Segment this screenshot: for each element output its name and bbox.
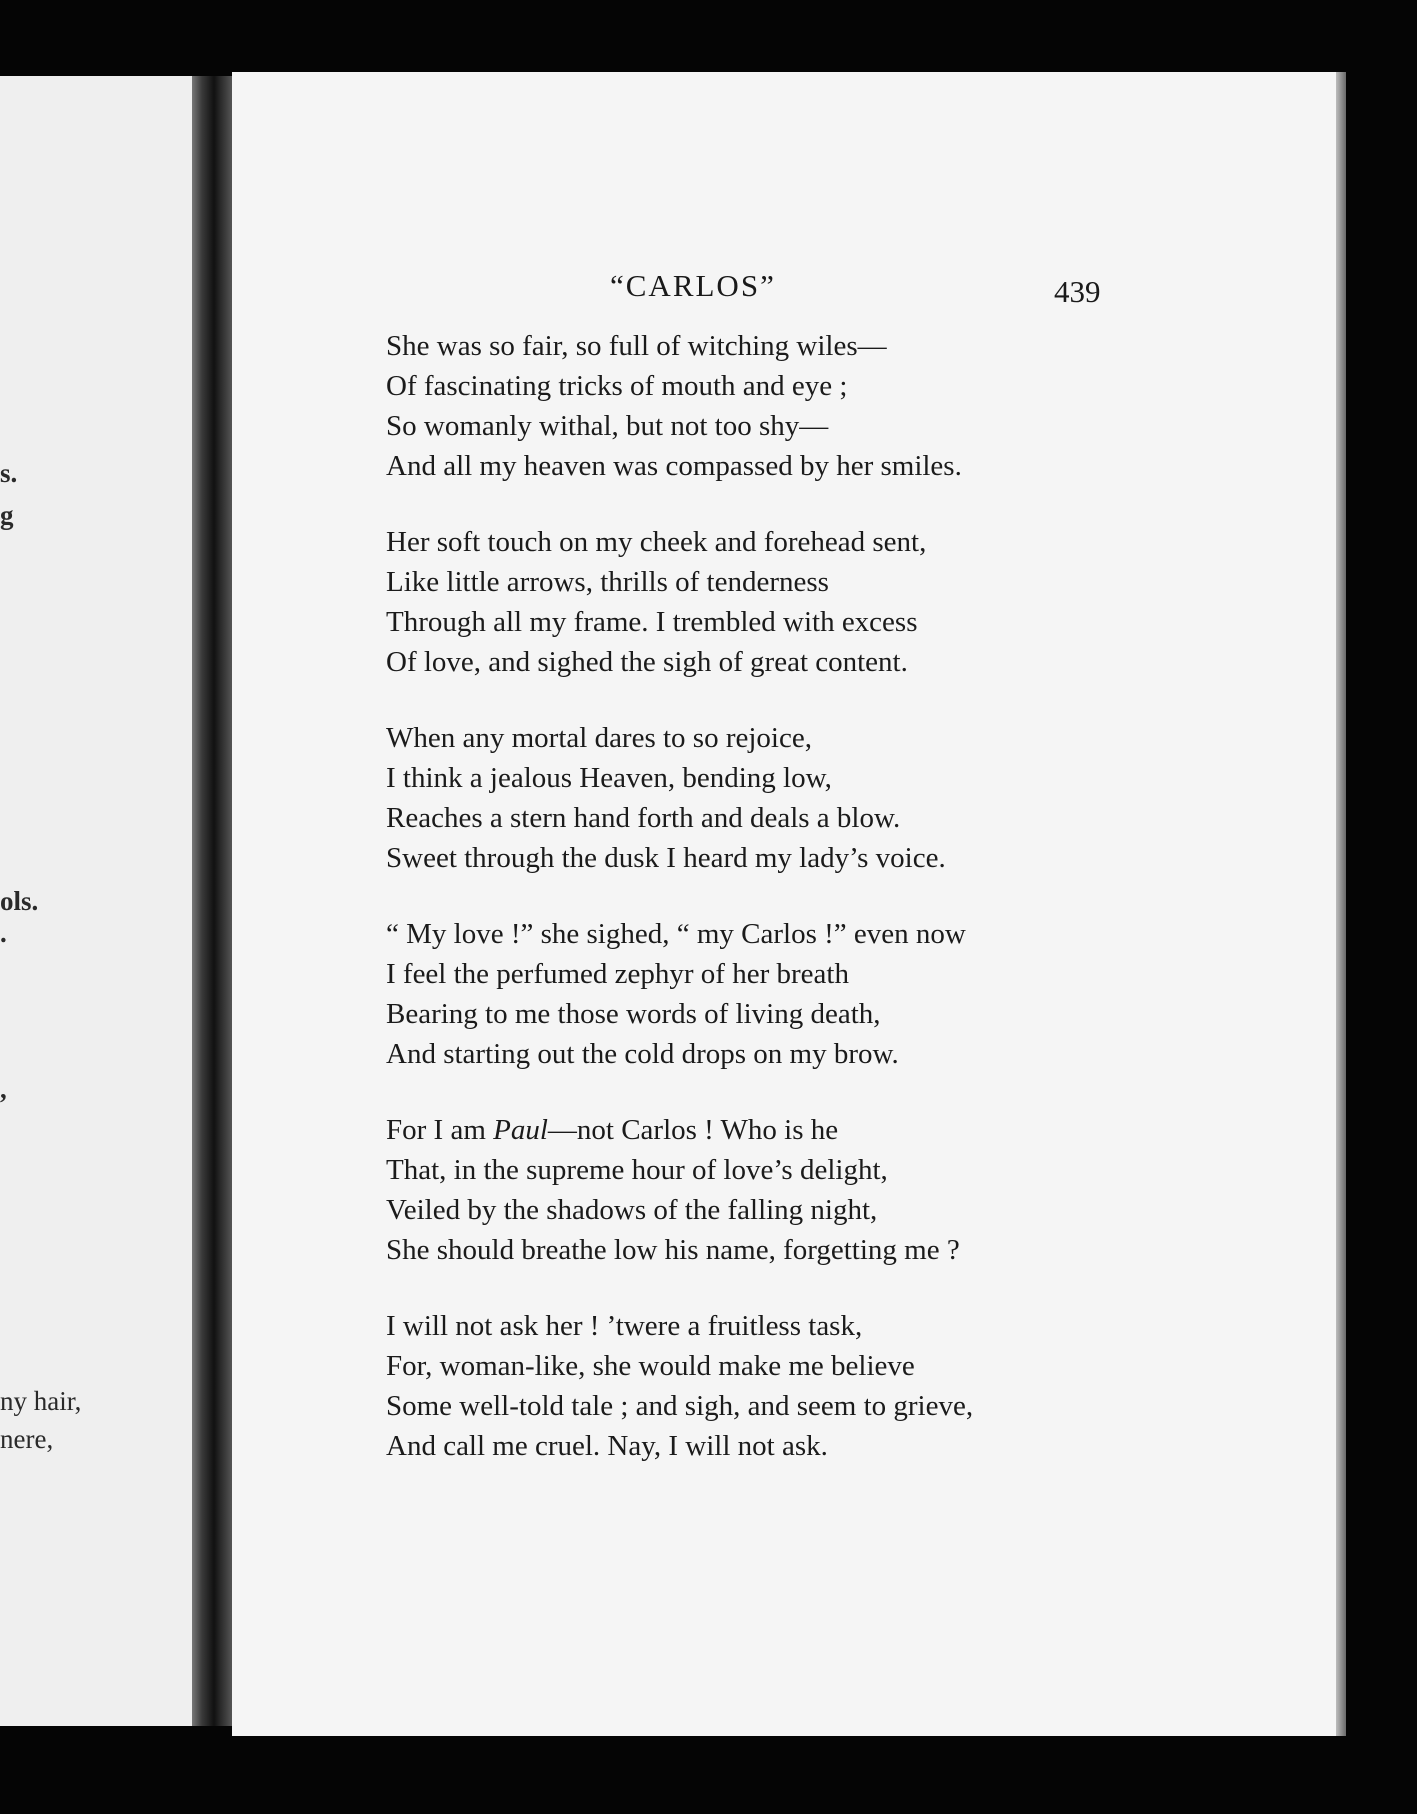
left-page	[0, 76, 192, 1726]
poem-line: So womanly withal, but not too shy—	[386, 410, 829, 442]
poem-line: She should breathe low his name, forgetting me ?	[386, 1234, 960, 1266]
poem-line: That, in the supreme hour of love’s delight,	[386, 1154, 888, 1186]
stanza	[386, 522, 1146, 682]
poem-line: For, woman-like, she would make me believe	[386, 1350, 915, 1382]
poem-line: Through all my frame. I trembled with excess	[386, 606, 918, 638]
poem-line: Reaches a stern hand forth and deals a blow.	[386, 802, 901, 834]
poem-line-text: For I am	[386, 1114, 494, 1146]
page-header	[232, 268, 1336, 318]
left-page-fragment: s.	[0, 458, 18, 488]
stanza	[386, 914, 1146, 1074]
page-number: 439	[1054, 274, 1101, 309]
poem-line: I will not ask her ! ’twere a fruitless task,	[386, 1310, 863, 1342]
left-page-fragment: nere,	[0, 1424, 54, 1454]
left-page-fragment: ,	[0, 1074, 7, 1104]
poem-line: And starting out the cold drops on my brow.	[386, 1038, 899, 1070]
poem-line: And call me cruel. Nay, I will not ask.	[386, 1430, 828, 1462]
poem-line: I think a jealous Heaven, bending low,	[386, 762, 832, 794]
poem-line: I feel the perfumed zephyr of her breath	[386, 958, 849, 990]
poem-line: Of fascinating tricks of mouth and eye ;	[386, 370, 848, 402]
poem-line: “ My love !” she sighed, “ my Carlos !” even now	[386, 918, 966, 950]
poem-line-text: —not Carlos ! Who is he	[547, 1114, 839, 1146]
poem-body	[386, 326, 1146, 1502]
book-gutter	[192, 76, 232, 1726]
left-page-fragment: .	[0, 918, 7, 948]
stanza	[386, 326, 1146, 486]
left-page-fragment: ols.	[0, 886, 39, 916]
poem-line: And all my heaven was compassed by her smiles.	[386, 450, 962, 482]
poem-line: Like little arrows, thrills of tenderness	[386, 566, 829, 598]
stanza	[386, 718, 1146, 878]
poem-line: Some well-told tale ; and sigh, and seem to grieve,	[386, 1390, 974, 1422]
poem-line: Veiled by the shadows of the falling night,	[386, 1194, 878, 1226]
poem-line: Her soft touch on my cheek and forehead sent,	[386, 526, 927, 558]
poem-line: When any mortal dares to so rejoice,	[386, 722, 812, 754]
poem-line: Bearing to me those words of living death,	[386, 998, 881, 1030]
italic-name-paul: Paul	[493, 1114, 548, 1146]
page-edge-shadow	[1336, 72, 1346, 1736]
running-title: “CARLOS”	[610, 268, 776, 303]
stanza	[386, 1306, 1146, 1466]
left-page-fragment: ny hair,	[0, 1386, 82, 1416]
poem-line: She was so fair, so full of witching wiles—	[386, 330, 887, 362]
stanza	[386, 1110, 1146, 1270]
left-page-fragment: g	[0, 500, 14, 530]
poem-line: Of love, and sighed the sigh of great content.	[386, 646, 908, 678]
poem-line: Sweet through the dusk I heard my lady’s voice.	[386, 842, 946, 874]
right-page	[232, 72, 1336, 1736]
poem-line	[386, 1110, 1146, 1150]
